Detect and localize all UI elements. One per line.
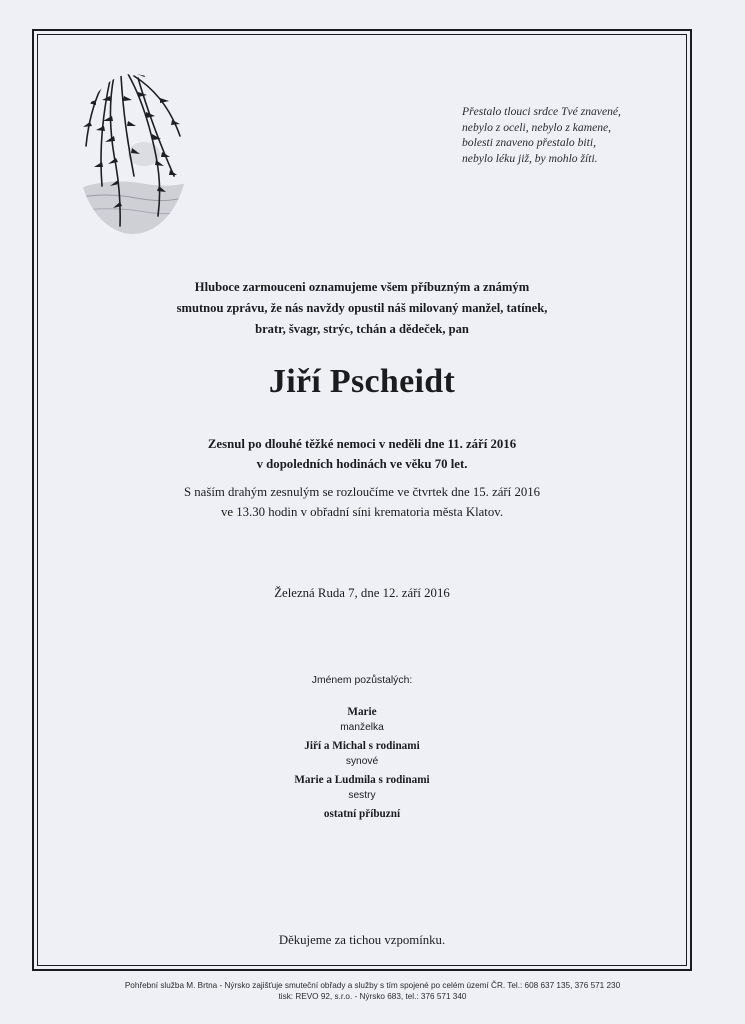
mourner-name: Marie: [347, 706, 377, 718]
thanks-line: Děkujeme za tichou vzpomínku.: [278, 933, 446, 947]
death-line: v dopoledních hodinách ve věku 70 let.: [256, 457, 468, 471]
intro-line: Hluboce zarmouceni oznamujeme všem příbuzným a známým: [194, 280, 530, 294]
poem-line: nebylo léku již, by mohlo žíti.: [462, 151, 598, 165]
poem: [462, 104, 682, 166]
on-behalf-label: Jménem pozůstalých:: [311, 675, 413, 686]
place-and-date: Železná Ruda 7, dne 12. září 2016: [274, 586, 450, 600]
mourner-name: Jiří a Michal s rodinami: [304, 740, 420, 752]
mourner-name: ostatní příbuzní: [323, 808, 401, 820]
poem-line: bolesti znaveno přestalo biti,: [462, 136, 596, 149]
ceremony-line: ve 13.30 hodin v obřadní síni krematoria města Klatov.: [220, 505, 504, 519]
mourner-name: Marie a Ludmila s rodinami: [294, 774, 430, 786]
funeral-service-footer: [0, 981, 745, 1002]
ceremony-line: S naším drahým zesnulým se rozloučíme ve čtvrtek dne 15. září 2016: [183, 485, 541, 499]
ceremony-info: [37, 482, 687, 522]
intro-line: bratr, švagr, strýc, tchán a dědeček, pan: [255, 322, 469, 336]
intro-line: smutnou zprávu, že nás navždy opustil náš milovaný manžel, tatínek,: [176, 301, 548, 315]
mourner-relation: synové: [345, 756, 379, 767]
announcement-intro: [37, 277, 687, 340]
death-notice: [37, 434, 687, 474]
poem-line: nebylo z oceli, nebylo z kamene,: [462, 120, 612, 134]
willow-tree-emblem: [76, 66, 190, 236]
death-line: Zesnul po dlouhé těžké nemoci v neděli dne 11. září 2016: [207, 437, 517, 451]
footer-line: tisk: REVO 92, s.r.o. - Nýrsko 683, tel.: 376 571 340: [278, 991, 467, 1001]
mourner-relation: manželka: [340, 722, 384, 733]
poem-line: Přestalo tlouci srdce Tvé znavené,: [462, 105, 621, 118]
deceased-name: Jiří Pscheidt: [268, 363, 456, 400]
footer-line: Pohřební služba M. Brtna - Nýrsko zajišťuje smuteční obřady a služby s tím spojené po celém území ČR. Tel.: 608 637 135, 376 571 230: [124, 981, 621, 990]
mourner-relation: sestry: [348, 790, 376, 801]
mourners-list: [37, 704, 687, 822]
